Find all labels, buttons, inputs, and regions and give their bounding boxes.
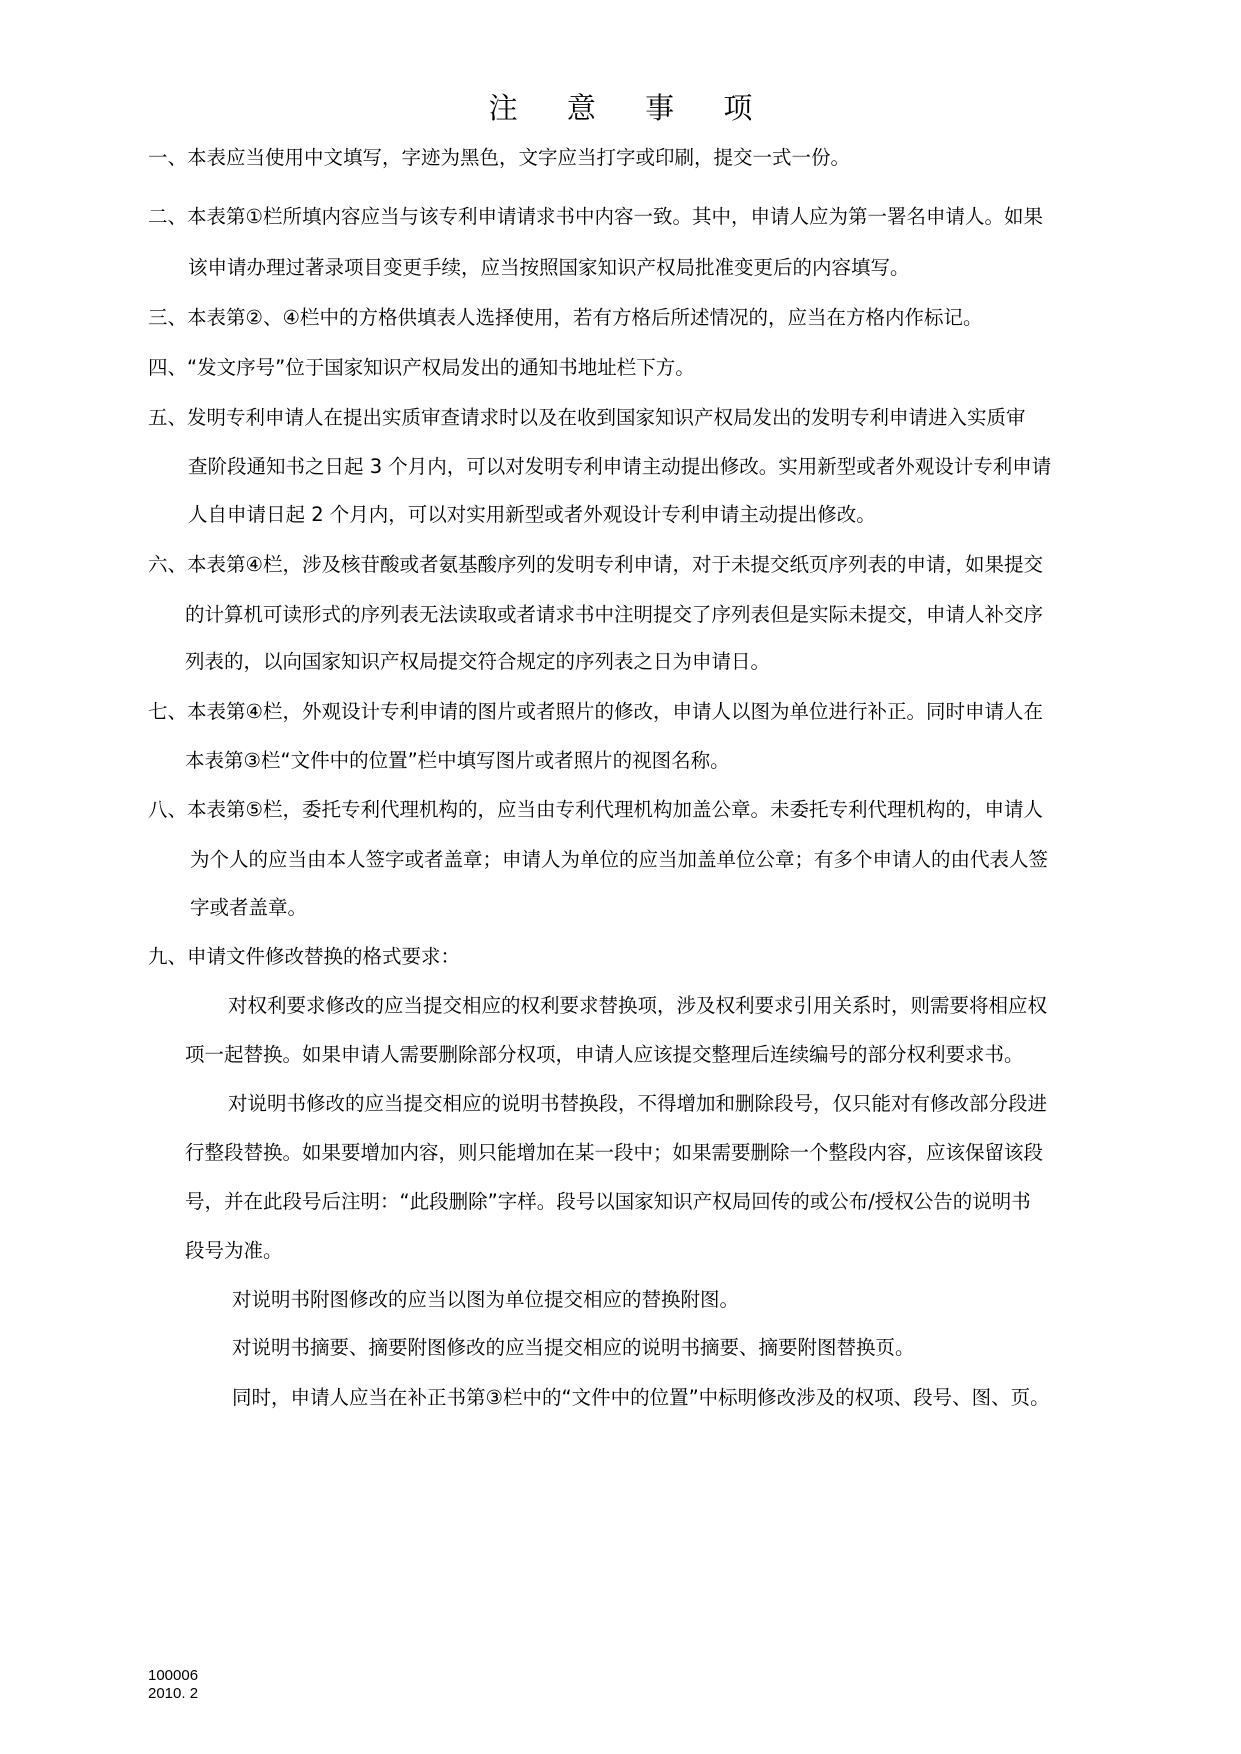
note-9: 九、申请文件修改替换的格式要求： — [148, 945, 461, 968]
note-5-cont: 人自申请日起 2 个月内，可以对实用新型或者外观设计专利申请主动提出修改。 — [188, 503, 876, 526]
note-8-cont: 为个人的应当由本人签字或者盖章；申请人为单位的应当加盖单位公章；有多个申请人的由代表人签 — [190, 848, 1049, 871]
note-9-para-claims-cont: 项一起替换。如果申请人需要删除部分权项，申请人应该提交整理后连续编号的部分权利要求书。 — [185, 1043, 1024, 1066]
note-7: 七、本表第④栏，外观设计专利申请的图片或者照片的修改，申请人以图为单位进行补正。同时申请人在 — [148, 700, 1043, 723]
note-6: 六、本表第④栏，涉及核苷酸或者氨基酸序列的发明专利申请，对于未提交纸页序列表的申请，如果提交 — [148, 553, 1043, 576]
note-9-para-position: 同时，申请人应当在补正书第③栏中的“文件中的位置”中标明修改涉及的权项、段号、图、页。 — [232, 1386, 1050, 1409]
page-title: 注 意 事 项 — [488, 91, 773, 125]
note-5-cont: 查阶段通知书之日起 3 个月内，可以对发明专利申请主动提出修改。实用新型或者外观设计专利申请 — [188, 455, 1052, 478]
note-7-cont: 本表第③栏“文件中的位置”栏中填写图片或者照片的视图名称。 — [185, 749, 730, 772]
note-9-para-description: 对说明书修改的应当提交相应的说明书替换段，不得增加和删除段号，仅只能对有修改部分段进 — [228, 1092, 1048, 1115]
form-date: 2010. 2 — [148, 1685, 199, 1702]
note-9-para-description-cont: 号，并在此段号后注明：“此段删除”字样。段号以国家知识产权局回传的或公布/授权公告的说明书 — [185, 1190, 1031, 1213]
note-8-cont: 字或者盖章。 — [190, 896, 308, 919]
note-6-cont: 的计算机可读形式的序列表无法读取或者请求书中注明提交了序列表但是实际未提交，申请人补交序 — [185, 603, 1044, 626]
note-1: 一、本表应当使用中文填写，字迹为黑色，文字应当打字或印刷，提交一式一份。 — [148, 146, 851, 169]
note-9-para-abstract: 对说明书摘要、摘要附图修改的应当提交相应的说明书摘要、摘要附图替换页。 — [232, 1336, 915, 1359]
note-3: 三、本表第②、④栏中的方格供填表人选择使用，若有方格后所述情况的，应当在方格内作标记。 — [148, 306, 983, 329]
note-8: 八、本表第⑤栏，委托专利代理机构的，应当由专利代理机构加盖公章。未委托专利代理机构的，申请人 — [148, 798, 1043, 821]
note-9-para-description-cont: 行整段替换。如果要增加内容，则只能增加在某一段中；如果需要删除一个整段内容，应该保留该段 — [185, 1141, 1044, 1164]
form-code: 100006 — [148, 1667, 199, 1684]
note-4: 四、“发文序号”位于国家知识产权局发出的通知书地址栏下方。 — [148, 356, 695, 379]
note-2-cont: 该申请办理过著录项目变更手续，应当按照国家知识产权局批准变更后的内容填写。 — [188, 256, 910, 279]
note-6-cont: 列表的，以向国家知识产权局提交符合规定的序列表之日为申请日。 — [185, 650, 771, 673]
note-9-para-description-cont: 段号为准。 — [185, 1239, 283, 1262]
note-5: 五、发明专利申请人在提出实质审查请求时以及在收到国家知识产权局发出的发明专利申请进入实质审 — [148, 406, 1026, 429]
note-2: 二、本表第①栏所填内容应当与该专利申请请求书中内容一致。其中，申请人应为第一署名申请人。如果 — [148, 205, 1043, 228]
note-9-para-claims: 对权利要求修改的应当提交相应的权利要求替换项，涉及权利要求引用关系时，则需要将相应权 — [228, 994, 1048, 1017]
note-9-para-drawings: 对说明书附图修改的应当以图为单位提交相应的替换附图。 — [232, 1288, 740, 1311]
